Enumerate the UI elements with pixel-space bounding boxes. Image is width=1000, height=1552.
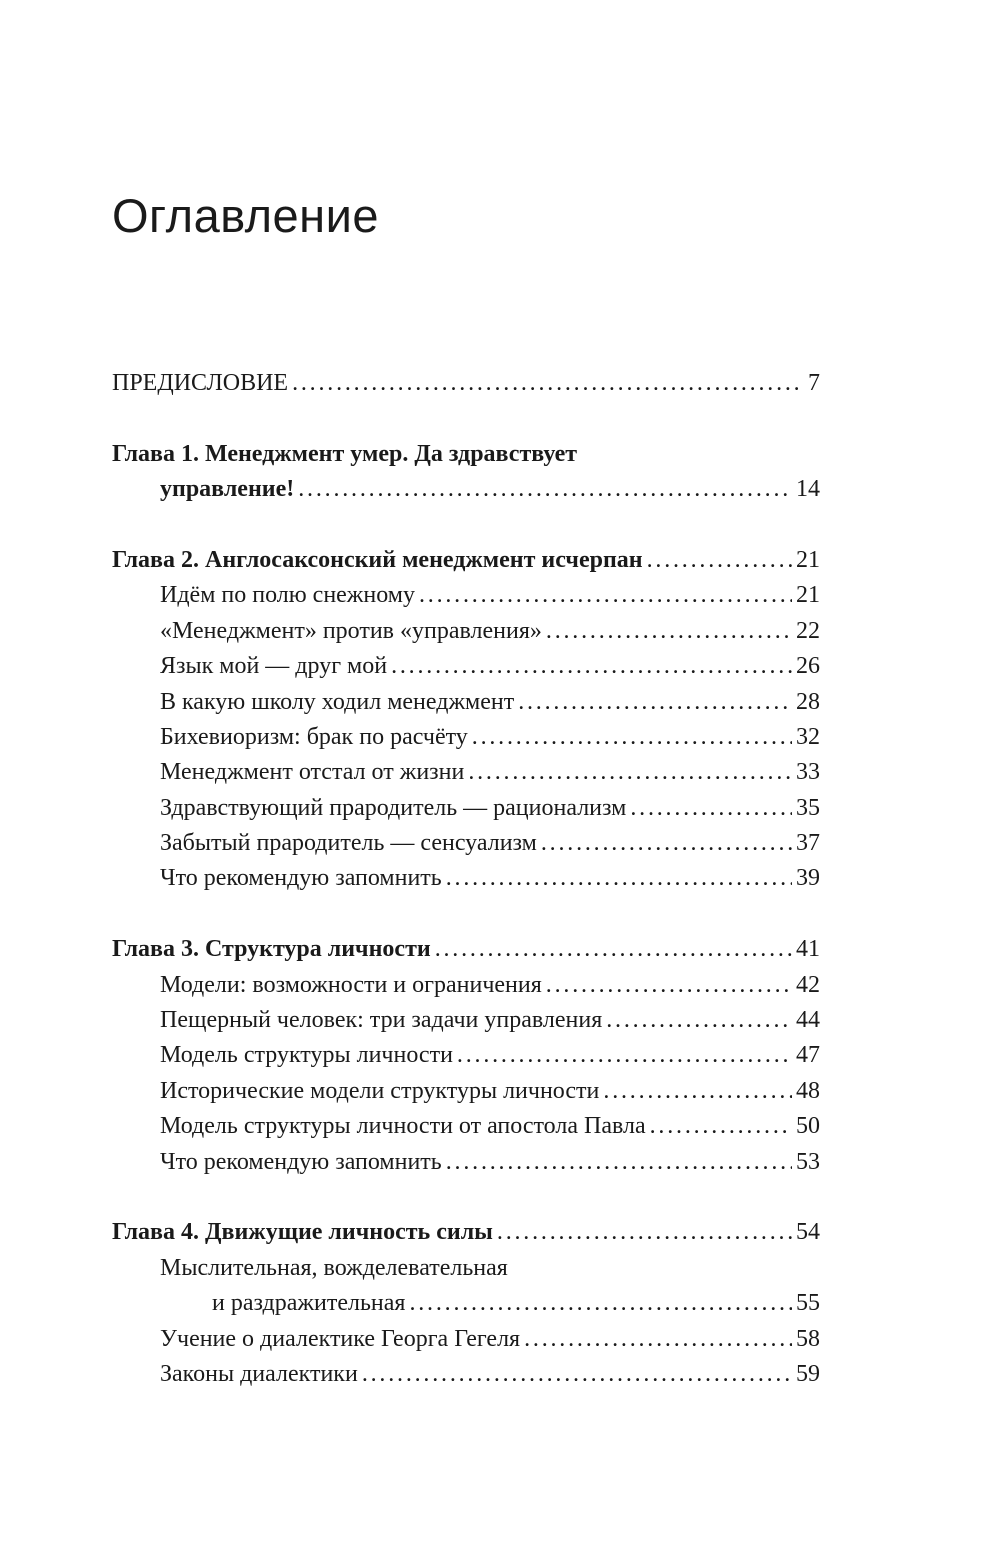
dot-leader [518, 685, 792, 720]
toc-section-label: Учение о диалектике Георга Гегеля [160, 1325, 521, 1352]
toc-page-number: 47 [796, 1042, 820, 1069]
toc-section-label: В какую школу ходил менеджмент [160, 688, 515, 715]
dot-leader [391, 649, 792, 684]
dot-leader [292, 366, 802, 401]
toc-section-label: Модель структуры личности от апостола Павла [160, 1113, 646, 1140]
toc-section [112, 1003, 820, 1038]
toc-section-label: «Менеджмент» против «управления» [160, 617, 542, 644]
toc-page-number: 33 [796, 759, 820, 786]
dot-leader [362, 1357, 792, 1392]
toc-section [112, 649, 820, 684]
toc-page-number: 7 [808, 370, 820, 396]
toc-page-number: 21 [796, 546, 820, 573]
dot-leader [472, 720, 792, 755]
toc-page-number: 26 [796, 653, 820, 680]
toc-chapter-3 [112, 932, 820, 967]
toc-page-number: 54 [796, 1219, 820, 1246]
toc-section-label: Законы диалектики [160, 1360, 358, 1387]
dot-leader [603, 1074, 792, 1109]
dot-leader [546, 614, 792, 649]
toc-section [112, 614, 820, 649]
dot-leader [606, 1003, 792, 1038]
toc-page-number: 35 [796, 794, 820, 821]
toc-chapter-2 [112, 543, 820, 578]
toc-page-number: 53 [796, 1148, 820, 1175]
toc-section-label: Бихевиоризм: брак по расчёту [160, 723, 468, 750]
dot-leader [541, 826, 792, 861]
dot-leader [409, 1286, 792, 1321]
toc-section-label: Мыслительная, вожделевательная [160, 1254, 508, 1281]
toc-page-number: 21 [796, 582, 820, 609]
toc-chapter-label: Глава 1. Менеджмент умер. Да здравствует [112, 440, 578, 467]
toc-page-number: 22 [796, 617, 820, 644]
toc-entry-preface [112, 366, 820, 401]
toc-section [112, 1109, 820, 1144]
toc-section [112, 861, 820, 896]
toc-page-number: 44 [796, 1007, 820, 1034]
toc-section-label: Менеджмент отстал от жизни [160, 759, 465, 786]
dot-leader [457, 1038, 792, 1073]
toc-section [112, 685, 820, 720]
toc-page-number: 48 [796, 1077, 820, 1104]
dot-leader [650, 1109, 792, 1144]
toc-section-label: Модели: возможности и ограничения [160, 971, 542, 998]
toc-page-number: 14 [796, 476, 820, 503]
toc-section-label: Здравствующий прародитель — рационализм [160, 794, 627, 821]
toc-section [112, 755, 820, 790]
dot-leader [468, 755, 792, 790]
toc-section-label-cont: и раздражительная [212, 1290, 406, 1317]
toc-chapter-label: Глава 2. Англосаксонский менеджмент исчерпан [112, 546, 643, 573]
dot-leader [524, 1322, 792, 1357]
dot-leader [546, 968, 792, 1003]
dot-leader [419, 578, 792, 613]
dot-leader [298, 472, 792, 507]
toc-section [112, 720, 820, 755]
dot-leader [647, 543, 792, 578]
toc-chapter-4 [112, 1215, 820, 1250]
toc-chapter-label: Глава 4. Движущие личность силы [112, 1219, 493, 1246]
toc-section-label: Что рекомендую запомнить [160, 1148, 442, 1175]
toc-section [112, 791, 820, 826]
page-title: Оглавление [112, 189, 380, 242]
table-of-contents [112, 366, 820, 1392]
toc-section [112, 826, 820, 861]
toc-entry-label: ПРЕДИСЛОВИЕ [112, 370, 289, 396]
toc-section [112, 1145, 820, 1180]
toc-page-number: 50 [796, 1113, 820, 1140]
toc-page-number: 58 [796, 1325, 820, 1352]
toc-section [112, 1357, 820, 1392]
toc-page-number: 37 [796, 830, 820, 857]
toc-section [112, 1074, 820, 1109]
dot-leader [446, 861, 792, 896]
toc-page-number: 39 [796, 865, 820, 892]
toc-page-number: 28 [796, 688, 820, 715]
toc-section [112, 1038, 820, 1073]
toc-section-label: Язык мой — друг мой [160, 653, 388, 680]
toc-page-number: 42 [796, 971, 820, 998]
dot-leader [497, 1215, 792, 1250]
toc-section [112, 1322, 820, 1357]
dot-leader [435, 932, 792, 967]
toc-section-label: Идём по полю снежному [160, 582, 415, 609]
toc-section-label: Пещерный человек: три задачи управления [160, 1007, 603, 1034]
toc-chapter-1 [112, 437, 820, 472]
toc-page-number: 59 [796, 1360, 820, 1387]
toc-page-number: 32 [796, 723, 820, 750]
toc-page-number: 55 [796, 1290, 820, 1317]
dot-leader [446, 1145, 792, 1180]
toc-page-number: 41 [796, 936, 820, 963]
dot-leader [630, 791, 792, 826]
toc-section-label: Модель структуры личности [160, 1042, 453, 1069]
toc-section-label: Забытый прародитель — сенсуализм [160, 830, 537, 857]
toc-section [112, 1251, 820, 1286]
toc-section [112, 578, 820, 613]
toc-section-label: Исторические модели структуры личности [160, 1077, 600, 1104]
toc-chapter-label-cont: управление! [160, 476, 295, 503]
toc-chapter-1-cont [112, 472, 820, 507]
toc-chapter-label: Глава 3. Структура личности [112, 936, 431, 963]
toc-section [112, 968, 820, 1003]
toc-section-cont [112, 1286, 820, 1321]
toc-section-label: Что рекомендую запомнить [160, 865, 442, 892]
